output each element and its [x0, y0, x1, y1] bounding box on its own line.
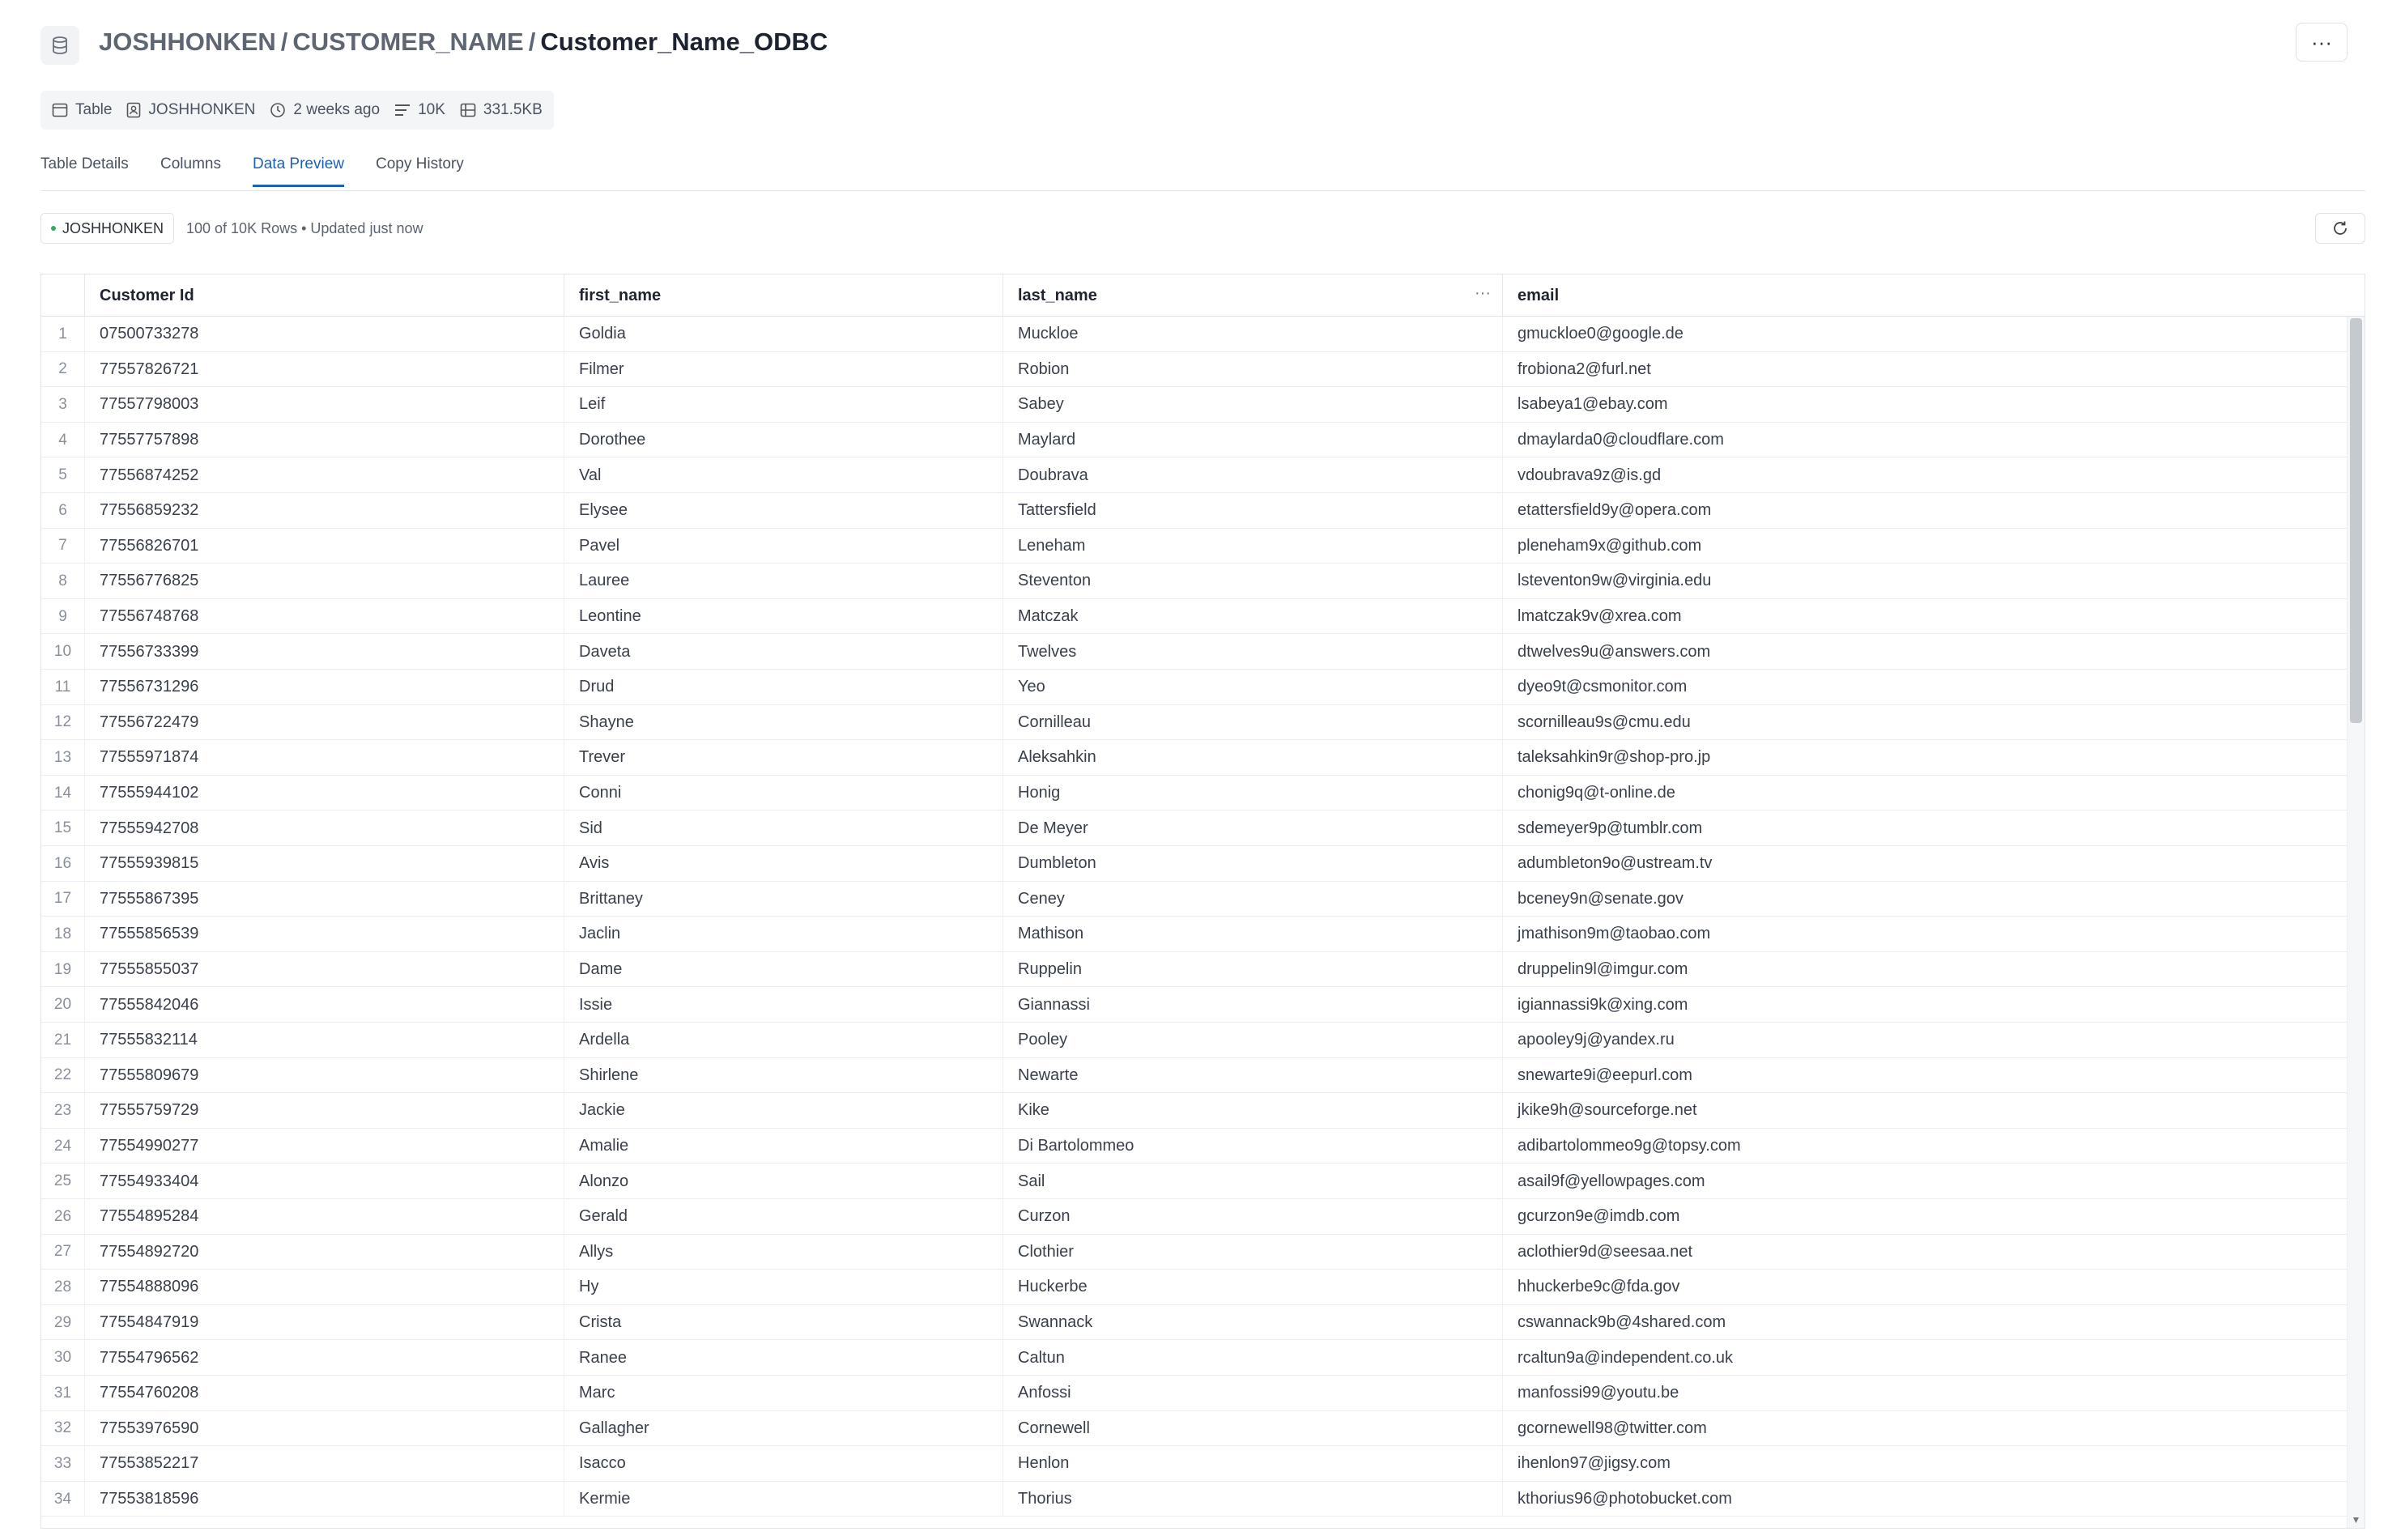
- email-cell: taleksahkin9r@shop-pro.jp: [1518, 748, 1711, 767]
- last-name-cell: Curzon: [1003, 1199, 1503, 1235]
- owner-icon: [126, 102, 141, 118]
- email-cell: igiannassi9k@xing.com: [1518, 995, 1688, 1014]
- last-name-cell: Sabey: [1003, 387, 1503, 423]
- last-name-cell: Giannassi: [1003, 987, 1503, 1023]
- customer-id-cell: 77557798003: [85, 387, 564, 423]
- customer-id-cell: 77554895284: [85, 1199, 564, 1235]
- grid-body[interactable]: [41, 317, 2347, 1528]
- email-cell: cswannack9b@4shared.com: [1518, 1313, 1726, 1332]
- column-menu-icon[interactable]: ···: [1475, 284, 1491, 302]
- first-name-cell: Avis: [564, 846, 1003, 882]
- customer-id-cell: 77556776825: [85, 564, 564, 599]
- last-name-cell: Caltun: [1003, 1340, 1503, 1376]
- breadcrumb-table: Customer_Name_ODBC: [540, 28, 828, 56]
- last-name-cell: Ceney: [1003, 882, 1503, 917]
- row-number: 2: [41, 352, 85, 388]
- email-cell: gcurzon9e@imdb.com: [1518, 1207, 1680, 1226]
- row-number: 8: [41, 564, 85, 599]
- row-number: 21: [41, 1023, 85, 1058]
- last-name-cell: Cornilleau: [1003, 705, 1503, 741]
- customer-id-cell: 07500733278: [85, 317, 564, 352]
- last-name-cell: Ruppelin: [1003, 952, 1503, 988]
- email-cell: chonig9q@t-online.de: [1518, 784, 1675, 802]
- row-number: 13: [41, 740, 85, 776]
- first-name-cell: Hy: [564, 1270, 1003, 1305]
- customer-id-cell: 77555856539: [85, 917, 564, 952]
- first-name-cell: Trever: [564, 740, 1003, 776]
- table-row[interactable]: [41, 1129, 2347, 1164]
- storage-icon: [460, 103, 476, 117]
- email-cell: manfossi99@youtu.be: [1518, 1384, 1679, 1402]
- clock-icon: [270, 102, 286, 118]
- email-cell: scornilleau9s@cmu.edu: [1518, 713, 1691, 731]
- table-row[interactable]: [41, 1482, 2347, 1517]
- customer-id-cell: 77555944102: [85, 776, 564, 811]
- row-number: 17: [41, 882, 85, 917]
- table-row[interactable]: [41, 705, 2347, 741]
- first-name-cell: Jackie: [564, 1093, 1003, 1129]
- table-row[interactable]: [41, 599, 2347, 635]
- last-name-cell: Maylard: [1003, 423, 1503, 458]
- meta-size: 331.5KB: [460, 101, 543, 119]
- customer-id-cell: 77556874252: [85, 457, 564, 493]
- first-name-cell: Daveta: [564, 634, 1003, 670]
- row-number: 25: [41, 1164, 85, 1199]
- row-number: 28: [41, 1270, 85, 1305]
- table-row[interactable]: [41, 882, 2347, 917]
- last-name-cell: Thorius: [1003, 1482, 1503, 1517]
- last-name-cell: De Meyer: [1003, 810, 1503, 846]
- email-cell: jmathison9m@taobao.com: [1518, 925, 1711, 943]
- tab-data-preview[interactable]: Data Preview: [253, 155, 344, 187]
- last-name-cell: Doubrava: [1003, 457, 1503, 493]
- last-name-cell: Clothier: [1003, 1235, 1503, 1270]
- table-row[interactable]: [41, 740, 2347, 776]
- database-icon: [40, 26, 79, 65]
- first-name-cell: Leontine: [564, 599, 1003, 635]
- refresh-button[interactable]: [2315, 213, 2365, 244]
- last-name-cell: Dumbleton: [1003, 846, 1503, 882]
- email-cell: adumbleton9o@ustream.tv: [1518, 854, 1713, 873]
- email-cell: bceney9n@senate.gov: [1518, 889, 1684, 908]
- last-name-cell: Henlon: [1003, 1446, 1503, 1482]
- row-number: 4: [41, 423, 85, 458]
- first-name-cell: Elysee: [564, 493, 1003, 529]
- breadcrumb-database[interactable]: JOSHHONKEN: [99, 28, 276, 56]
- row-number: 23: [41, 1093, 85, 1129]
- first-name-cell: Shirlene: [564, 1058, 1003, 1094]
- first-name-cell: Ranee: [564, 1340, 1003, 1376]
- email-cell: sdemeyer9p@tumblr.com: [1518, 819, 1703, 837]
- email-cell: hhuckerbe9c@fda.gov: [1518, 1278, 1680, 1296]
- last-name-cell: Honig: [1003, 776, 1503, 811]
- last-name-cell: Huckerbe: [1003, 1270, 1503, 1305]
- table-row[interactable]: [41, 1446, 2347, 1482]
- scroll-down-icon[interactable]: ▼: [2351, 1514, 2361, 1525]
- first-name-cell: Allys: [564, 1235, 1003, 1270]
- first-name-cell: Goldia: [564, 317, 1003, 352]
- table-row[interactable]: [41, 493, 2347, 529]
- email-cell: frobiona2@furl.net: [1518, 359, 1651, 378]
- customer-id-cell: 77553852217: [85, 1446, 564, 1482]
- table-row[interactable]: [41, 776, 2347, 811]
- email-cell: lsteventon9w@virginia.edu: [1518, 572, 1712, 590]
- meta-type: Table: [52, 101, 112, 119]
- last-name-cell: Swannack: [1003, 1305, 1503, 1341]
- email-cell: asail9f@yellowpages.com: [1518, 1172, 1705, 1190]
- table-row[interactable]: [41, 564, 2347, 599]
- first-name-cell: Ardella: [564, 1023, 1003, 1058]
- last-name-cell: Yeo: [1003, 670, 1503, 705]
- email-cell: druppelin9l@imgur.com: [1518, 960, 1688, 979]
- customer-id-cell: 77555832114: [85, 1023, 564, 1058]
- first-name-cell: Gerald: [564, 1199, 1003, 1235]
- table-meta-bar: [40, 91, 554, 130]
- last-name-cell: Muckloe: [1003, 317, 1503, 352]
- email-cell: rcaltun9a@independent.co.uk: [1518, 1348, 1734, 1367]
- email-cell: kthorius96@photobucket.com: [1518, 1490, 1732, 1508]
- column-header-last-name[interactable]: last_name ···: [1003, 274, 1503, 317]
- refresh-icon: [2331, 219, 2349, 237]
- row-number: 26: [41, 1199, 85, 1235]
- first-name-cell: Jaclin: [564, 917, 1003, 952]
- row-number: 30: [41, 1340, 85, 1376]
- last-name-cell: Pooley: [1003, 1023, 1503, 1058]
- first-name-cell: Crista: [564, 1305, 1003, 1341]
- first-name-cell: Brittaney: [564, 882, 1003, 917]
- email-cell: dtwelves9u@answers.com: [1518, 642, 1711, 661]
- table-row[interactable]: [41, 952, 2347, 988]
- tab-bar: [40, 154, 2365, 191]
- email-cell: ihenlon97@jigsy.com: [1518, 1454, 1671, 1473]
- first-name-cell: Dame: [564, 952, 1003, 988]
- first-name-cell: Issie: [564, 987, 1003, 1023]
- first-name-cell: Conni: [564, 776, 1003, 811]
- table-row[interactable]: [41, 1164, 2347, 1199]
- email-cell: dyeo9t@csmonitor.com: [1518, 678, 1688, 696]
- email-cell: lsabeya1@ebay.com: [1518, 395, 1668, 414]
- meta-owner: JOSHHONKEN: [126, 101, 255, 119]
- rows-info: 100 of 10K Rows • Updated just now: [186, 220, 424, 236]
- column-header-first-name[interactable]: first_name: [564, 274, 1003, 317]
- breadcrumb-schema[interactable]: CUSTOMER_NAME: [292, 28, 524, 56]
- status-dot-icon: [51, 226, 56, 231]
- row-number: 19: [41, 952, 85, 988]
- customer-id-cell: 77555842046: [85, 987, 564, 1023]
- table-row[interactable]: [41, 634, 2347, 670]
- row-number: 16: [41, 846, 85, 882]
- customer-id-cell: 77555942708: [85, 810, 564, 846]
- customer-id-cell: 77557757898: [85, 423, 564, 458]
- table-row[interactable]: [41, 1305, 2347, 1341]
- customer-id-cell: 77557826721: [85, 352, 564, 388]
- tab-copy-history[interactable]: Copy History: [376, 155, 464, 172]
- customer-id-cell: 77555809679: [85, 1058, 564, 1094]
- table-row[interactable]: [41, 1411, 2347, 1447]
- row-number: 14: [41, 776, 85, 811]
- customer-id-cell: 77554847919: [85, 1305, 564, 1341]
- data-preview-grid: [40, 274, 2365, 1529]
- table-row[interactable]: [41, 1199, 2347, 1235]
- table-row[interactable]: [41, 810, 2347, 846]
- table-row[interactable]: [41, 846, 2347, 882]
- last-name-cell: Anfossi: [1003, 1376, 1503, 1411]
- table-row[interactable]: [41, 987, 2347, 1023]
- first-name-cell: Shayne: [564, 705, 1003, 741]
- role-label: JOSHHONKEN: [62, 219, 164, 236]
- row-number: 34: [41, 1482, 85, 1517]
- breadcrumb-separator: /: [280, 28, 288, 56]
- more-options-button[interactable]: [2296, 23, 2348, 62]
- first-name-cell: Drud: [564, 670, 1003, 705]
- row-number: 3: [41, 387, 85, 423]
- page-header: [40, 23, 2348, 63]
- last-name-cell: Steventon: [1003, 564, 1503, 599]
- tab-table-details[interactable]: Table Details: [40, 155, 129, 172]
- grid-header: [41, 274, 2365, 317]
- first-name-cell: Dorothee: [564, 423, 1003, 458]
- last-name-cell: Matczak: [1003, 599, 1503, 635]
- row-number-header: [41, 274, 85, 317]
- first-name-cell: Filmer: [564, 352, 1003, 388]
- customer-id-cell: 77554892720: [85, 1235, 564, 1270]
- last-name-cell: Newarte: [1003, 1058, 1503, 1094]
- email-cell: gcornewell98@twitter.com: [1518, 1419, 1707, 1437]
- table-row[interactable]: [41, 1235, 2347, 1270]
- table-icon: [52, 103, 68, 117]
- first-name-cell: Lauree: [564, 564, 1003, 599]
- last-name-cell: Tattersfield: [1003, 493, 1503, 529]
- customer-id-cell: 77555855037: [85, 952, 564, 988]
- breadcrumb-separator: /: [528, 28, 536, 56]
- row-number: 33: [41, 1446, 85, 1482]
- table-row[interactable]: [41, 529, 2347, 564]
- table-row[interactable]: [41, 317, 2347, 352]
- row-number: 12: [41, 705, 85, 741]
- table-row[interactable]: [41, 1340, 2347, 1376]
- table-row[interactable]: [41, 1376, 2347, 1411]
- customer-id-cell: 77554990277: [85, 1129, 564, 1164]
- table-row[interactable]: [41, 1270, 2347, 1305]
- scrollbar-thumb[interactable]: [2350, 318, 2362, 723]
- row-number: 24: [41, 1129, 85, 1164]
- table-row[interactable]: [41, 1093, 2347, 1129]
- last-name-cell: Leneham: [1003, 529, 1503, 564]
- first-name-cell: Amalie: [564, 1129, 1003, 1164]
- email-cell: pleneham9x@github.com: [1518, 536, 1702, 555]
- first-name-cell: Alonzo: [564, 1164, 1003, 1199]
- more-icon: ···: [2311, 29, 2332, 54]
- email-cell: snewarte9i@eepurl.com: [1518, 1066, 1692, 1084]
- email-cell: etattersfield9y@opera.com: [1518, 501, 1712, 520]
- first-name-cell: Isacco: [564, 1446, 1003, 1482]
- first-name-cell: Val: [564, 457, 1003, 493]
- row-number: 5: [41, 457, 85, 493]
- row-number: 31: [41, 1376, 85, 1411]
- table-row[interactable]: [41, 352, 2347, 388]
- row-number: 10: [41, 634, 85, 670]
- meta-updated: 2 weeks ago: [270, 101, 380, 119]
- customer-id-cell: 77555939815: [85, 846, 564, 882]
- customer-id-cell: 77556722479: [85, 705, 564, 741]
- last-name-cell: Robion: [1003, 352, 1503, 388]
- first-name-cell: Kermie: [564, 1482, 1003, 1517]
- preview-toolbar: [40, 213, 2365, 245]
- email-cell: apooley9j@yandex.ru: [1518, 1031, 1675, 1049]
- customer-id-cell: 77554760208: [85, 1376, 564, 1411]
- last-name-cell: Mathison: [1003, 917, 1503, 952]
- customer-id-cell: 77556859232: [85, 493, 564, 529]
- table-row[interactable]: [41, 1023, 2347, 1058]
- table-row[interactable]: [41, 423, 2347, 458]
- last-name-cell: Sail: [1003, 1164, 1503, 1199]
- row-number: 9: [41, 599, 85, 635]
- customer-id-cell: 77554933404: [85, 1164, 564, 1199]
- row-number: 15: [41, 810, 85, 846]
- first-name-cell: Pavel: [564, 529, 1003, 564]
- customer-id-cell: 77556733399: [85, 634, 564, 670]
- breadcrumb: [99, 28, 828, 57]
- last-name-cell: Twelves: [1003, 634, 1503, 670]
- table-row[interactable]: [41, 917, 2347, 952]
- row-number: 29: [41, 1305, 85, 1341]
- last-name-cell: Cornewell: [1003, 1411, 1503, 1447]
- email-cell: gmuckloe0@google.de: [1518, 325, 1684, 343]
- email-cell: dmaylarda0@cloudflare.com: [1518, 431, 1724, 449]
- row-number: 32: [41, 1411, 85, 1447]
- last-name-cell: Aleksahkin: [1003, 740, 1503, 776]
- customer-id-cell: 77556731296: [85, 670, 564, 705]
- customer-id-cell: 77556826701: [85, 529, 564, 564]
- table-row[interactable]: [41, 387, 2347, 423]
- table-row[interactable]: [41, 670, 2347, 705]
- row-number: 1: [41, 317, 85, 352]
- email-cell: adibartolommeo9g@topsy.com: [1518, 1137, 1741, 1155]
- first-name-cell: Sid: [564, 810, 1003, 846]
- email-cell: vdoubrava9z@is.gd: [1518, 466, 1662, 484]
- customer-id-cell: 77554888096: [85, 1270, 564, 1305]
- last-name-cell: Di Bartolommeo: [1003, 1129, 1503, 1164]
- customer-id-cell: 77556748768: [85, 599, 564, 635]
- row-number: 20: [41, 987, 85, 1023]
- email-cell: aclothier9d@seesaa.net: [1518, 1242, 1692, 1261]
- role-selector[interactable]: [40, 213, 174, 244]
- row-number: 22: [41, 1058, 85, 1094]
- row-number: 11: [41, 670, 85, 705]
- first-name-cell: Leif: [564, 387, 1003, 423]
- rows-icon: [394, 104, 411, 117]
- first-name-cell: Marc: [564, 1376, 1003, 1411]
- row-number: 18: [41, 917, 85, 952]
- customer-id-cell: 77553976590: [85, 1411, 564, 1447]
- row-number: 6: [41, 493, 85, 529]
- meta-rows: 10K: [394, 101, 445, 119]
- customer-id-cell: 77555971874: [85, 740, 564, 776]
- column-header-email[interactable]: email: [1518, 286, 1560, 304]
- table-row[interactable]: [41, 1058, 2347, 1094]
- customer-id-cell: 77554796562: [85, 1340, 564, 1376]
- row-number: 7: [41, 529, 85, 564]
- email-cell: lmatczak9v@xrea.com: [1518, 607, 1682, 626]
- tab-columns[interactable]: Columns: [160, 155, 221, 172]
- email-cell: jkike9h@sourceforge.net: [1518, 1101, 1697, 1120]
- table-row[interactable]: [41, 457, 2347, 493]
- row-number: 27: [41, 1235, 85, 1270]
- first-name-cell: Gallagher: [564, 1411, 1003, 1447]
- customer-id-cell: 77555759729: [85, 1093, 564, 1129]
- customer-id-cell: 77555867395: [85, 882, 564, 917]
- customer-id-cell: 77553818596: [85, 1482, 564, 1517]
- column-header-customer-id[interactable]: Customer Id: [85, 274, 564, 317]
- vertical-scrollbar[interactable]: [2347, 317, 2365, 1528]
- last-name-cell: Kike: [1003, 1093, 1503, 1129]
